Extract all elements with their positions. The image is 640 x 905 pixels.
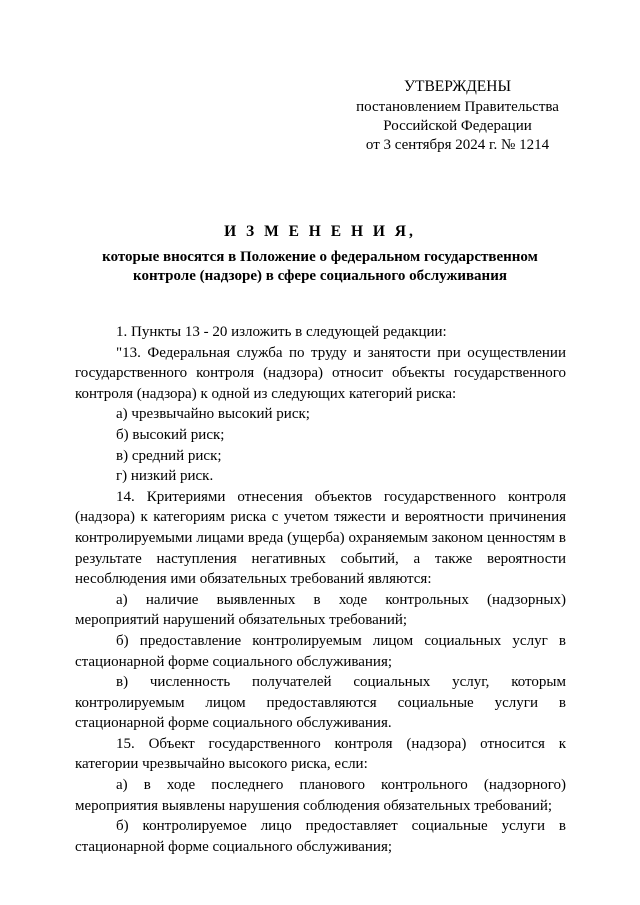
list-item-risk-a: а) чрезвычайно высокий риск; — [116, 406, 310, 423]
paragraph-point-14: 14. Критериями отнесения объектов государственного контроля (надзора) к категориям риска с учетом тяжести и вероятности причинения контролируемыми лицами вреда (ущерба) охраняемым законом ценностям в результате наступления негативных событий, а также вероятности несоблюдения ими обязательных требований являются: — [75, 488, 566, 588]
title-subtitle-line-2: контроле (надзоре) в сфере социального обслуживания — [133, 268, 507, 284]
approval-line-3: от 3 сентября 2024 г. № 1214 — [365, 137, 550, 153]
list-item-risk-c: в) средний риск; — [116, 447, 222, 464]
title-main: И З М Е Н Е Н И Я, — [224, 223, 416, 240]
list-item-risk-b: б) высокий риск; — [116, 426, 225, 443]
list-item-criteria-a: а) наличие выявленных в ходе контрольных (надзорных) мероприятий нарушений обязательных требований; — [75, 591, 566, 629]
list-item-condition-a: а) в ходе последнего планового контрольного (надзорного) мероприятия выявлены нарушения соблюдения обязательных требований; — [75, 777, 566, 814]
approval-heading: УТВЕРЖДЕНЫ — [404, 78, 511, 95]
title-subtitle-line-1: которые вносятся в Положение о федеральном государственном — [102, 249, 538, 265]
document-title — [70, 222, 570, 286]
document-body — [75, 322, 566, 857]
list-item-risk-d: г) низкий риск. — [116, 468, 214, 485]
approval-line-2: Российской Федерации — [383, 118, 532, 134]
list-item-criteria-b: б) предоставление контролируемым лицом социальных услуг в стационарной форме социального обслуживания; — [75, 632, 566, 670]
list-item-condition-b: б) контролируемое лицо предоставляет социальные услуги в стационарной форме социального обслуживания; — [75, 818, 566, 855]
list-item-criteria-c: в) численность получателей социальных услуг, которым контролируемым лицом предоставляются социальные услуги в стационарной форме социального обслуживания. — [75, 674, 566, 732]
paragraph-point-15: 15. Объект государственного контроля (надзора) относится к категории чрезвычайно высокого риска, если: — [75, 735, 566, 773]
approval-stamp — [330, 77, 585, 155]
approval-line-1: постановлением Правительства — [356, 99, 559, 115]
paragraph-point-13: "13. Федеральная служба по труду и занятости при осуществлении государственного контроля (надзора) относит объекты государственного контроля (надзора) к одной из следующих категорий риска: — [75, 344, 566, 402]
paragraph-item-1: 1. Пункты 13 - 20 изложить в следующей редакции: — [116, 324, 447, 340]
